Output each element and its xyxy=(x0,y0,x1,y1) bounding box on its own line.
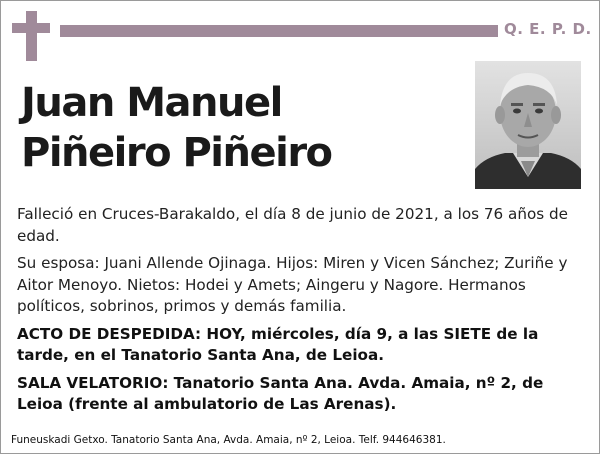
portrait-photo xyxy=(475,61,581,189)
portrait-icon xyxy=(475,61,581,189)
family-list: Su esposa: Juani Allende Ojinaga. Hijos: Miren y Vicen Sánchez; Zuriñe y Aitor Menoyo. Nietos: Hodei y Amets; Aingeru y Nagore. Hermanos políticos, sobrinos, primos y demás familia. xyxy=(17,254,568,315)
cross-icon xyxy=(12,11,50,61)
funeral-home-footer: Funeuskadi Getxo. Tanatorio Santa Ana, Avda. Amaia, nº 2, Leioa. Telf. 944646381. xyxy=(11,434,446,446)
header-band xyxy=(60,25,498,37)
deceased-name xyxy=(21,78,461,178)
obituary-body xyxy=(17,204,577,422)
name-line-1: Juan Manuel xyxy=(21,80,282,126)
qepd-label: Q. E. P. D. xyxy=(504,20,592,38)
name-line-2: Piñeiro Piñeiro xyxy=(21,130,332,176)
wake-room: SALA VELATORIO: Tanatorio Santa Ana. Avda. Amaia, nº 2, de Leioa (frente al ambulatorio de Las Arenas). xyxy=(17,373,544,413)
death-notice: Falleció en Cruces-Barakaldo, el día 8 de junio de 2021, a los 76 años de edad. xyxy=(17,205,568,245)
farewell-ceremony: ACTO DE DESPEDIDA: HOY, miércoles, día 9, a las SIETE de la tarde, en el Tanatorio Santa Ana, de Leioa. xyxy=(17,324,539,364)
